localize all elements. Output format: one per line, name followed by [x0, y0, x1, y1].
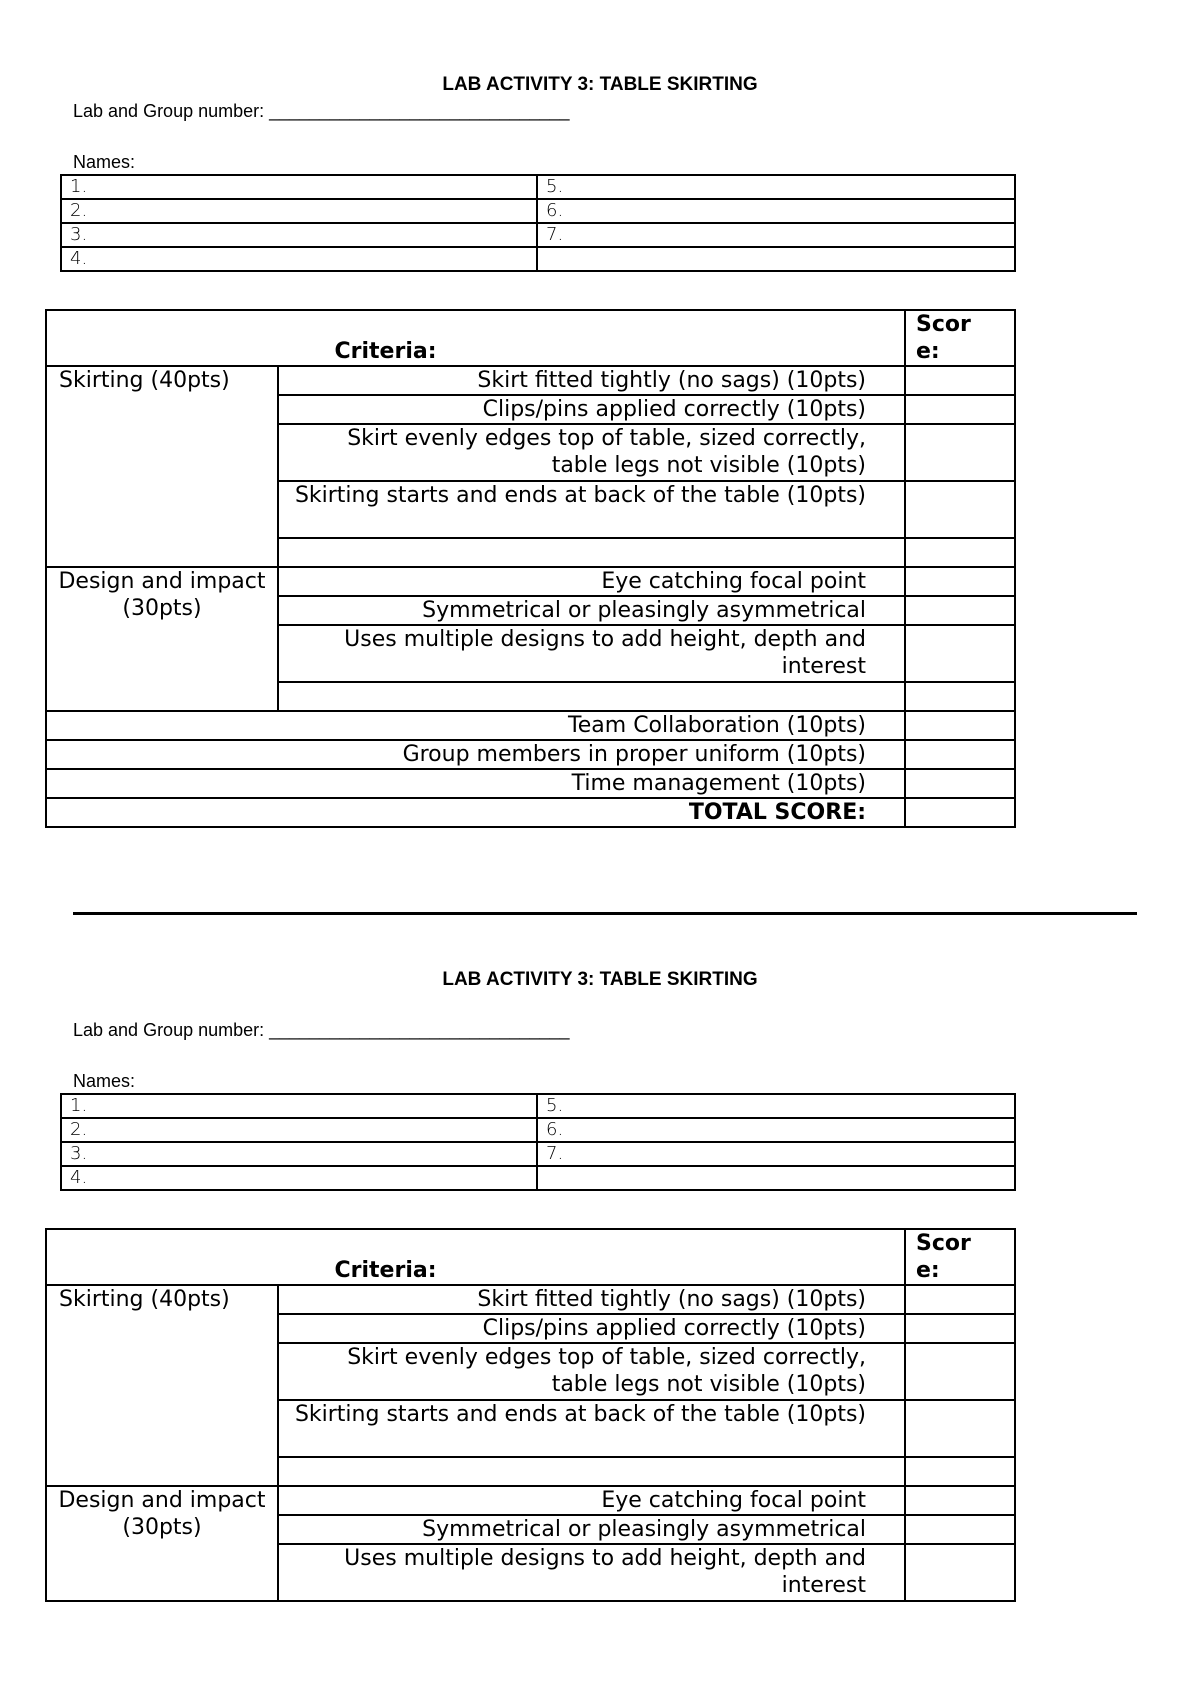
name-cell: 6. [537, 199, 1015, 223]
score-header-line1: Scor [916, 1231, 971, 1256]
names-label: Names: [73, 152, 136, 172]
name-cell: 1. [61, 175, 537, 199]
rubric-row [46, 567, 1015, 596]
score-cell[interactable] [905, 1515, 1015, 1544]
criterion: Symmetrical or pleasingly asymmetrical [278, 1515, 905, 1544]
rubric-row [46, 740, 1015, 769]
rubric-row [46, 1486, 1015, 1515]
names-row [61, 199, 1015, 223]
criterion: Skirt fitted tightly (no sags) (10pts) [278, 366, 905, 395]
score-cell[interactable] [905, 625, 1015, 682]
name-cell: 4. [61, 1166, 537, 1190]
criterion: Skirting starts and ends at back of the table (10pts) [278, 481, 905, 538]
criterion [278, 1457, 905, 1486]
cut-line-divider [73, 912, 1137, 915]
score-cell[interactable] [905, 424, 1015, 481]
score-cell[interactable] [905, 567, 1015, 596]
names-row [61, 247, 1015, 271]
rubric-row [46, 711, 1015, 740]
names-row [61, 175, 1015, 199]
total-score-cell[interactable] [905, 798, 1015, 827]
rubric-row [46, 1285, 1015, 1314]
criterion-team-collaboration: Team Collaboration (10pts) [46, 711, 905, 740]
criterion: Clips/pins applied correctly (10pts) [278, 1314, 905, 1343]
criterion: Eye catching focal point [278, 1486, 905, 1515]
score-cell[interactable] [905, 740, 1015, 769]
name-cell: 3. [61, 223, 537, 247]
criterion-time-management: Time management (10pts) [46, 769, 905, 798]
names-row [61, 1142, 1015, 1166]
names-row [61, 1118, 1015, 1142]
score-cell[interactable] [905, 596, 1015, 625]
score-cell[interactable] [905, 769, 1015, 798]
name-cell: 3. [61, 1142, 537, 1166]
score-cell[interactable] [905, 1544, 1015, 1601]
names-label: Names: [73, 1071, 136, 1091]
criterion: Skirt fitted tightly (no sags) (10pts) [278, 1285, 905, 1314]
name-cell: 6. [537, 1118, 1015, 1142]
name-cell: 5. [537, 175, 1015, 199]
name-cell: 2. [61, 1118, 537, 1142]
score-header-line2: e: [916, 339, 940, 364]
names-table [60, 1093, 1016, 1191]
name-cell: 7. [537, 223, 1015, 247]
lab-group-number-line: Lab and Group number: ______________________________ [73, 1020, 570, 1040]
name-cell: 5. [537, 1094, 1015, 1118]
criterion: Eye catching focal point [278, 567, 905, 596]
score-cell[interactable] [905, 538, 1015, 567]
name-cell [537, 247, 1015, 271]
name-cell: 7. [537, 1142, 1015, 1166]
sheet-title: LAB ACTIVITY 3: TABLE SKIRTING [442, 74, 758, 95]
score-cell[interactable] [905, 1400, 1015, 1457]
score-cell[interactable] [905, 1486, 1015, 1515]
score-cell[interactable] [905, 1343, 1015, 1400]
score-header-line2: e: [916, 1258, 940, 1283]
score-cell[interactable] [905, 1457, 1015, 1486]
rubric-table [45, 1228, 1016, 1602]
name-cell: 4. [61, 247, 537, 271]
score-cell[interactable] [905, 711, 1015, 740]
name-cell: 1. [61, 1094, 537, 1118]
lab-group-number-line: Lab and Group number: ______________________________ [73, 101, 570, 121]
criterion [278, 682, 905, 711]
score-cell[interactable] [905, 481, 1015, 538]
score-cell[interactable] [905, 395, 1015, 424]
score-cell[interactable] [905, 1314, 1015, 1343]
score-cell[interactable] [905, 366, 1015, 395]
category-skirting: Skirting (40pts) [46, 1285, 278, 1486]
category-design-impact: Design and impact (30pts) [46, 1486, 278, 1601]
sheet-title: LAB ACTIVITY 3: TABLE SKIRTING [442, 969, 758, 990]
criterion: Uses multiple designs to add height, depth and interest [278, 1544, 905, 1601]
rubric-total-row [46, 798, 1015, 827]
category-design-impact: Design and impact (30pts) [46, 567, 278, 711]
criterion: Skirt evenly edges top of table, sized correctly, table legs not visible (10pts) [278, 1343, 905, 1400]
rubric-header-row [46, 310, 1015, 366]
total-score-label: TOTAL SCORE: [46, 798, 905, 827]
name-cell [537, 1166, 1015, 1190]
criteria-header: Criteria: [46, 1229, 905, 1285]
names-row [61, 223, 1015, 247]
criterion: Clips/pins applied correctly (10pts) [278, 395, 905, 424]
criterion: Symmetrical or pleasingly asymmetrical [278, 596, 905, 625]
rubric-table [45, 309, 1016, 828]
criterion: Skirting starts and ends at back of the table (10pts) [278, 1400, 905, 1457]
names-table [60, 174, 1016, 272]
score-header [905, 310, 1015, 366]
score-header [905, 1229, 1015, 1285]
criterion: Skirt evenly edges top of table, sized correctly, table legs not visible (10pts) [278, 424, 905, 481]
names-row [61, 1094, 1015, 1118]
rubric-row [46, 769, 1015, 798]
criteria-header: Criteria: [46, 310, 905, 366]
name-cell: 2. [61, 199, 537, 223]
criterion-uniform: Group members in proper uniform (10pts) [46, 740, 905, 769]
criterion: Uses multiple designs to add height, depth and interest [278, 625, 905, 682]
rubric-header-row [46, 1229, 1015, 1285]
score-cell[interactable] [905, 1285, 1015, 1314]
category-skirting: Skirting (40pts) [46, 366, 278, 567]
score-cell[interactable] [905, 682, 1015, 711]
rubric-row [46, 366, 1015, 395]
names-row [61, 1166, 1015, 1190]
score-header-line1: Scor [916, 312, 971, 337]
criterion [278, 538, 905, 567]
